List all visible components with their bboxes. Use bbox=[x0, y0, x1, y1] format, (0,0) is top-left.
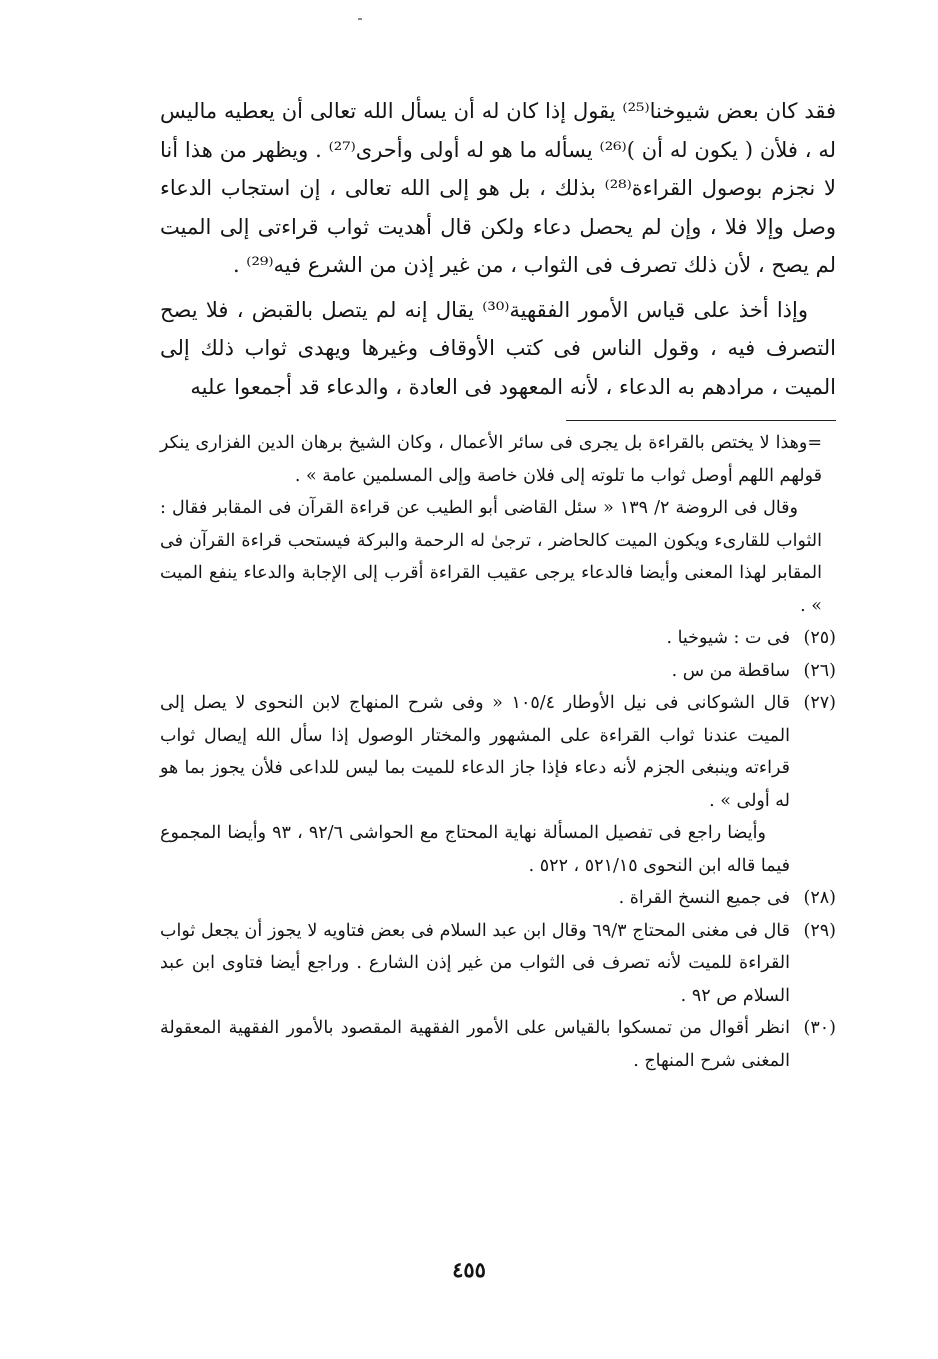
footnote-continuation-paragraph: =وهذا لا يختص بالقراءة بل يجرى فى سائر الأعمال ، وكان الشيخ برهان الدين الفزارى ينكر قولهم اللهم أوصل ثواب ما تلوته إلى فلان خاصة وإلى المسلمين عامة » . bbox=[160, 433, 822, 486]
footnote-25 bbox=[160, 622, 836, 655]
footnote-text: فى جميع النسخ القراة . bbox=[618, 888, 790, 908]
footnote-30 bbox=[160, 1012, 836, 1077]
footnote-continuation-paragraph: وقال فى الروضة ٢/ ١٣٩ « سئل القاضى أبو الطيب عن قراءة القرآن فى المقابر فقال : الثواب للقارىء ويكون الميت كالحاضر ، ترجىٰ له الرحمة والبركة فيستحب قراءة القرآن فى المقابر لهذا المعنى وأيضا فالدعاء يرجى عقيب القراءة أقرب إلى الإجابة والدعاء ينفع الميت » . bbox=[160, 498, 822, 616]
footnote-text: قال الشوكانى فى نيل الأوطار ١٠٥/٤ « وفى شرح المنهاج لابن النحوى لا يصل إلى الميت عندنا ثواب القراءة على المشهور والمختار الوصول إذا سأل الله إيصال ثواب قراءته وينبغى الجزم لأنه دعاء فإذا جاز الدعاء للميت بما ليس للداعى فلأن يجوز بما هو له أولى » . bbox=[160, 693, 790, 811]
footnote-number: (٢٥) bbox=[803, 628, 836, 648]
footnote-28 bbox=[160, 882, 836, 915]
footnote-number: (٢٦) bbox=[803, 660, 836, 681]
body-paragraph-2: وإذا أخذ على قياس الأمور الفقهية⁽³⁰⁾ يقال إنه لم يتصل بالقبض ، فلا يصح التصرف فيه ، وقول الناس فى كتب الأوقاف وغيرها ويهدى ثواب ذلك إلى الميت ، مرادهم به الدعاء ، لأنه المعهود فى العادة ، والدعاء قد أجمعوا عليه bbox=[160, 297, 836, 399]
scan-speck bbox=[358, 18, 362, 20]
footnote-text: وأيضا راجع فى تفصيل المسألة نهاية المحتاج مع الحواشى ٩٢/٦ ، ٩٣ وأيضا المجموع فيما قاله ابن النحوى ٥٢١/١٥ ، ٥٢٢ . bbox=[160, 823, 790, 876]
main-text bbox=[160, 92, 836, 406]
footnote-continuation bbox=[160, 427, 836, 622]
page-number: ٤٥٥ bbox=[452, 1257, 486, 1282]
footnote-number: (٢٨) bbox=[803, 888, 836, 908]
footnote-number: (٢٩) bbox=[803, 920, 836, 941]
footnote-number: (٢٧) bbox=[803, 693, 836, 713]
footnote-text: قال فى مغنى المحتاج ٦٩/٣ وقال ابن عبد السلام فى بعض فتاويه لا يجوز أن يجعل ثواب القراءة للميت لأنه تصرف فى الثواب من غير إذن الشارع . وراجع أيضا فتاوى ابن عبد السلام ص ٩٢ . bbox=[160, 920, 790, 1006]
footnote-text: انظر أقوال من تمسكوا بالقياس على الأمور الفقهية المقصود بالأمور الفقهية المعقولة المغنى شرح المنهاج . bbox=[160, 1018, 790, 1071]
footnote-27 bbox=[160, 687, 836, 882]
footnote-26 bbox=[160, 655, 836, 688]
footnote-separator bbox=[566, 420, 836, 421]
footnotes bbox=[160, 427, 836, 1077]
footnote-number: (٣٠) bbox=[803, 1018, 836, 1038]
footnote-text: ساقطة من س . bbox=[671, 660, 790, 681]
body-paragraph-1: فقد كان بعض شيوخنا⁽²⁵⁾ يقول إذا كان له أن يسأل الله تعالى أن يعطيه ماليس له ، فلأن ( يكون له أن )⁽²⁶⁾ يسأله ما هو له أولى وأحرى⁽²⁷⁾ . ويظهر من هذا أنا لا نجزم بوصول القراءة⁽²⁸⁾ بذلك ، بل هو إلى الله تعالى ، إن استجاب الدعاء وصل وإلا فلا ، وإن لم يحصل دعاء ولكن قال أهديت ثواب قراءتى إلى الميت لم يصح ، لأن ذلك تصرف فى الثواب ، من غير إذن من الشرع فيه⁽²⁹⁾ . bbox=[160, 99, 837, 277]
book-page bbox=[160, 92, 836, 1292]
footnote-text: فى ت : شيوخيا . bbox=[666, 628, 790, 648]
footnote-29 bbox=[160, 915, 836, 1013]
